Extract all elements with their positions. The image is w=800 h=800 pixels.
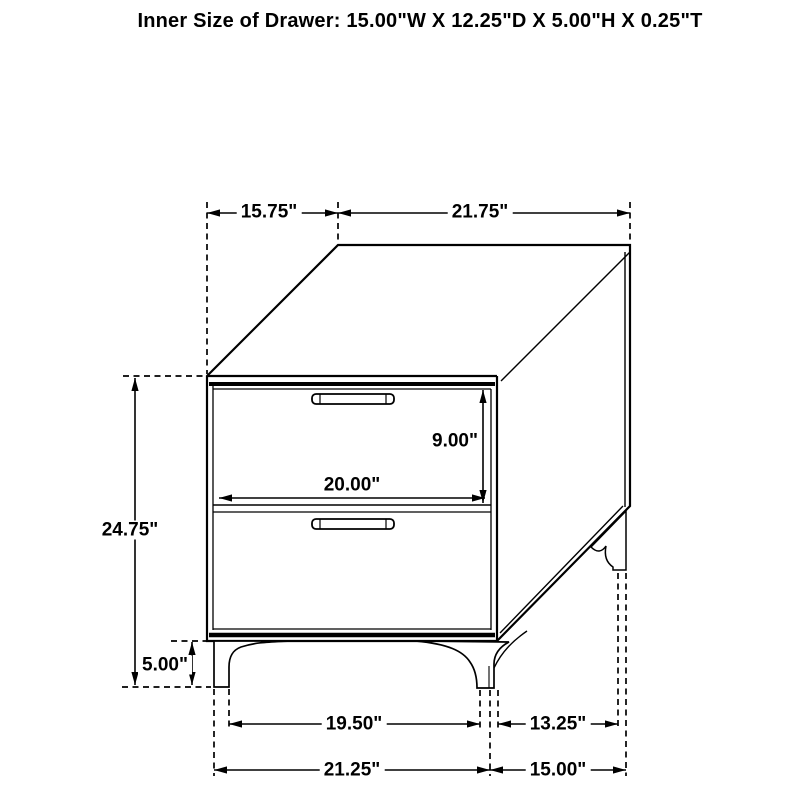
dim-label-drawer-opening-width: 20.00" xyxy=(320,476,385,495)
dim-label-leg-height: 5.00" xyxy=(138,656,192,675)
dim-label-drawer-opening-height: 9.00" xyxy=(428,432,482,451)
dim-label-side-feet-span: 13.25" xyxy=(526,715,591,734)
dim-label-top-width: 21.75" xyxy=(448,203,513,222)
front-left-leg xyxy=(214,641,289,687)
drawer-handle-top xyxy=(312,394,394,404)
dim-label-top-depth: 15.75" xyxy=(237,203,302,222)
cabinet-body xyxy=(207,245,630,641)
drawer-handle-bottom xyxy=(312,519,394,529)
dim-label-overall-height: 24.75" xyxy=(98,521,163,540)
dim-label-front-feet-inner-span: 19.50" xyxy=(322,715,387,734)
dim-label-front-feet-outer-span: 21.25" xyxy=(320,761,385,780)
dim-label-side-overall-depth: 15.00" xyxy=(526,761,591,780)
cabinet-silhouette xyxy=(207,245,630,641)
diagram-title: Inner Size of Drawer: 15.00"W X 12.25"D X 5.00"H X 0.25"T xyxy=(137,10,703,32)
